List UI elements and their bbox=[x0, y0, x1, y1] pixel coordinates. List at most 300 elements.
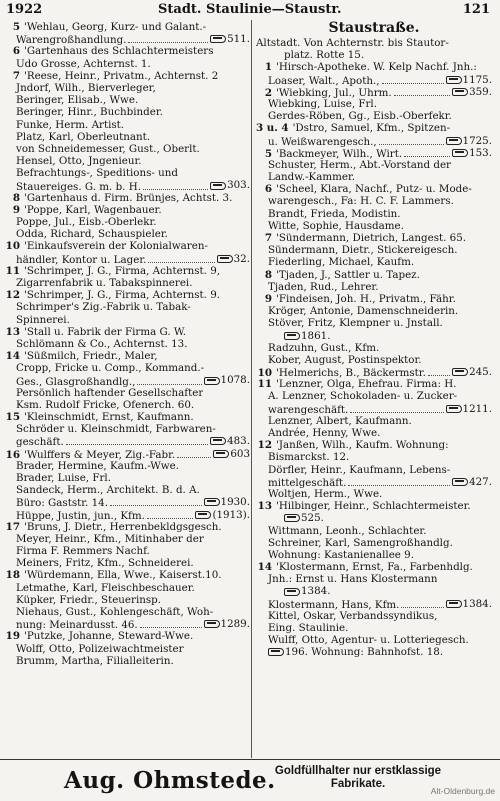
directory-entry-line bbox=[4, 45, 250, 57]
directory-entry-line bbox=[256, 403, 492, 415]
telephone-number bbox=[204, 374, 250, 386]
entry-text: Spinnerei. bbox=[16, 313, 70, 326]
entry-text: Klostermann, Hans, Kfm. bbox=[268, 598, 400, 610]
entry-text: Persönlich haftender Gesellschafter bbox=[16, 386, 204, 399]
directory-entry-line bbox=[4, 557, 250, 569]
directory-entry-line bbox=[256, 488, 492, 500]
entry-text: Sündermann, Dietr., Stickereigesch. bbox=[268, 244, 458, 257]
entry-text: Funke, Herm. Artist. bbox=[16, 118, 125, 131]
directory-entry-line bbox=[256, 244, 492, 256]
house-number: 5 bbox=[12, 21, 20, 33]
entry-text: 'Helmerichs, B., Bäckermstr. bbox=[276, 367, 426, 379]
entry-text: Büro: Gaststr. 14. bbox=[16, 497, 108, 509]
house-number: 6 bbox=[12, 45, 20, 58]
entry-text: Kittel, Oskar, Verbandssyndikus, bbox=[268, 609, 438, 622]
directory-entry-line bbox=[256, 622, 492, 634]
directory-entry-line bbox=[4, 655, 250, 667]
telephone-icon bbox=[204, 498, 220, 506]
directory-entry-line bbox=[256, 366, 492, 378]
entry-text: Stöver, Fritz, Klempner u. Jnstall. bbox=[268, 317, 443, 330]
telephone-icon bbox=[204, 377, 220, 385]
directory-entry-line bbox=[4, 192, 250, 204]
directory-entry-line bbox=[4, 423, 250, 435]
telephone-number bbox=[284, 330, 330, 342]
entry-text: mittelgeschäft. bbox=[268, 476, 347, 488]
entry-text: Firma F. Remmers Nachf. bbox=[16, 545, 150, 558]
entry-text: Cropp, Fricke u. Comp., Kommand.- bbox=[16, 362, 205, 375]
directory-entry-line bbox=[256, 256, 492, 268]
directory-entry-line bbox=[256, 415, 492, 427]
telephone-number bbox=[446, 598, 492, 610]
advertiser-brand: Aug. Ohmstede. bbox=[64, 767, 276, 794]
dot-leader bbox=[137, 384, 201, 385]
telephone-icon bbox=[284, 514, 300, 522]
entry-text: Tjaden, Rud., Lehrer. bbox=[268, 280, 379, 293]
directory-entry-line bbox=[256, 634, 492, 646]
directory-entry-line bbox=[256, 342, 492, 354]
entry-text: Brumm, Martha, Filialleiterin. bbox=[16, 654, 174, 667]
entry-text: Schreiner, Karl, Samengroßhandlg. bbox=[268, 536, 453, 549]
house-number: 12 bbox=[5, 289, 20, 302]
directory-entry-line bbox=[256, 378, 492, 390]
house-number: 13 bbox=[5, 325, 20, 338]
telephone-icon bbox=[452, 149, 468, 157]
directory-entry-line bbox=[4, 594, 250, 606]
directory-entry-line bbox=[256, 439, 492, 451]
directory-entry-line bbox=[4, 460, 250, 472]
entry-text: 'Wiebking, Jul., Uhrm. bbox=[276, 86, 392, 98]
dot-leader bbox=[128, 42, 208, 43]
telephone-number-text: 511. bbox=[227, 33, 250, 46]
house-number: 6 bbox=[264, 183, 272, 196]
telephone-number bbox=[210, 179, 250, 191]
telephone-number bbox=[213, 448, 250, 460]
directory-entry-line bbox=[256, 195, 492, 207]
entry-text: Loaser, Walt., Apoth., bbox=[268, 74, 380, 86]
house-number: 16 bbox=[5, 448, 20, 460]
telephone-number-text: 1078. bbox=[220, 374, 250, 387]
entry-text: 'Backmeyer, Wilh., Wirt. bbox=[276, 147, 403, 159]
entry-text: Platz, Karl, Oberleutnant. bbox=[16, 130, 151, 143]
telephone-icon bbox=[446, 137, 462, 145]
entry-text: Witte, Sophie, Hausdame. bbox=[268, 219, 404, 232]
house-number: 2 bbox=[264, 86, 272, 98]
house-number: 1 bbox=[264, 61, 272, 74]
directory-entry-line bbox=[4, 253, 250, 265]
entry-text: Brader, Luise, Frl. bbox=[16, 471, 111, 484]
directory-entry-line bbox=[4, 301, 250, 313]
telephone-icon bbox=[268, 648, 284, 656]
dot-leader bbox=[348, 485, 450, 486]
house-number: 13 bbox=[257, 500, 272, 513]
telephone-number bbox=[446, 135, 492, 147]
directory-entry-line bbox=[256, 135, 492, 147]
directory-entry-line bbox=[4, 277, 250, 289]
entry-text: Sandeck, Herm., Architekt. B. d. A. bbox=[16, 484, 200, 497]
telephone-number bbox=[210, 435, 250, 447]
directory-entry-line bbox=[256, 476, 492, 488]
telephone-icon bbox=[195, 511, 211, 519]
dot-leader bbox=[401, 607, 443, 608]
dot-leader bbox=[404, 156, 450, 157]
directory-entry-line bbox=[4, 204, 250, 216]
dot-leader bbox=[379, 144, 444, 145]
house-number: 11 bbox=[5, 264, 20, 277]
entry-text: Wolff, Otto, Polizeiwachtmeister bbox=[16, 642, 184, 655]
house-number: 15 bbox=[5, 411, 20, 423]
entry-text: Kröger, Antonie, Damenschneiderin. bbox=[268, 305, 459, 318]
house-number: 10 bbox=[257, 367, 272, 379]
page-number: 121 bbox=[462, 2, 490, 17]
entry-text: 'Wulffers & Meyer, Zig.-Fabr. bbox=[24, 448, 176, 460]
directory-entry-line bbox=[256, 74, 492, 86]
directory-entry-line bbox=[256, 159, 492, 171]
directory-entry-line bbox=[4, 569, 250, 581]
entry-text: Letmathe, Karl, Fleischbeschauer. bbox=[16, 581, 195, 594]
entry-text: Wohnung: Kastanienallee 9. bbox=[268, 548, 414, 561]
entry-text: Meyer, Heinr., Kfm., Mitinhaber der bbox=[16, 532, 204, 545]
telephone-number bbox=[204, 496, 250, 508]
entry-text: 'Einkaufsverein der Kolonialwaren- bbox=[24, 240, 208, 253]
directory-entry-line bbox=[256, 390, 492, 402]
dot-leader bbox=[428, 375, 450, 376]
footer-advertisement bbox=[0, 759, 500, 801]
directory-entry-line bbox=[256, 646, 492, 658]
directory-entry-line bbox=[4, 58, 250, 70]
directory-entry-line bbox=[4, 643, 250, 655]
directory-entry-line bbox=[256, 354, 492, 366]
house-number: 3 u. 4 bbox=[256, 122, 289, 135]
directory-entry-line bbox=[4, 496, 250, 508]
directory-entry-line bbox=[4, 484, 250, 496]
entry-text: 'Süßmilch, Friedr., Maler, bbox=[24, 350, 158, 363]
entry-text: Schuster, Herm., Abt.-Vorstand der bbox=[268, 158, 451, 171]
telephone-number bbox=[268, 646, 443, 658]
house-number: 18 bbox=[5, 569, 20, 582]
entry-text: 'Reese, Heinr., Privatm., Achternst. 2 bbox=[24, 69, 219, 82]
directory-entry-line bbox=[256, 269, 492, 281]
telephone-icon bbox=[452, 478, 468, 486]
entry-text: Brader, Hermine, Kaufm.-Wwe. bbox=[16, 459, 179, 472]
entry-text: platz. Rotte 15. bbox=[284, 49, 365, 62]
directory-entry-line bbox=[256, 147, 492, 159]
house-number: 7 bbox=[264, 232, 272, 244]
house-number: 5 bbox=[264, 147, 272, 159]
dot-leader bbox=[382, 83, 444, 84]
directory-entry-line bbox=[4, 630, 250, 642]
directory-entry-line bbox=[4, 167, 250, 179]
entry-text: 'Kleinschmidt, Ernst, Kaufmann. bbox=[24, 411, 194, 423]
entry-text: nung: Meinardusst. 46. bbox=[16, 619, 138, 631]
entry-text: 'Putzke, Johanne, Steward-Wwe. bbox=[24, 630, 194, 643]
directory-entry-line bbox=[256, 61, 492, 73]
telephone-icon bbox=[452, 368, 468, 376]
directory-entry-line bbox=[4, 448, 250, 460]
directory-entry-line bbox=[256, 49, 492, 61]
telephone-number bbox=[452, 476, 492, 488]
entry-text: Udo Grosse, Achternst. 1. bbox=[16, 57, 151, 70]
dot-leader bbox=[394, 95, 450, 96]
telephone-number bbox=[284, 512, 324, 524]
entry-text: Altstadt. Von Achternstr. bis Stautor- bbox=[256, 37, 449, 49]
directory-entry-line bbox=[256, 537, 492, 549]
entry-text: Meiners, Fritz, Kfm., Schneiderei. bbox=[16, 557, 194, 570]
entry-text: Warengroßhandlung. bbox=[16, 34, 127, 46]
telephone-number-text: 1930. bbox=[220, 496, 250, 509]
telephone-icon bbox=[210, 35, 226, 43]
telephone-number-text: (1913). bbox=[212, 508, 250, 521]
telephone-number bbox=[452, 366, 492, 378]
entry-text: Fiederling, Michael, Kaufm. bbox=[268, 256, 415, 269]
entry-text: 'Hirsch-Apotheke. W. Kelp Nachf. Jnh.: bbox=[276, 61, 477, 74]
directory-entry-line bbox=[4, 106, 250, 118]
telephone-number bbox=[204, 618, 250, 630]
year: 1922 bbox=[6, 2, 43, 17]
entry-text: händler, Kontor u. Lager. bbox=[16, 253, 147, 265]
directory-entry-line bbox=[4, 472, 250, 484]
entry-text: 'Schrimper, J. G., Firma, Achternst. 9. bbox=[24, 289, 221, 302]
entry-text: u. Weißwarengesch., bbox=[268, 135, 377, 147]
telephone-number-text: 196. Wohnung: Bahnhofst. 18. bbox=[285, 646, 444, 659]
entry-text: 'Scheel, Klara, Nachf., Putz- u. Mode- bbox=[276, 183, 472, 196]
directory-entry-line bbox=[4, 399, 250, 411]
directory-entry-line bbox=[4, 131, 250, 143]
directory-entry-line bbox=[256, 220, 492, 232]
entry-text: Schlömann & Co., Achternst. 13. bbox=[16, 337, 188, 350]
directory-entry-line bbox=[4, 216, 250, 228]
house-number: 14 bbox=[257, 561, 272, 574]
telephone-number bbox=[284, 585, 330, 597]
right-column-entries bbox=[256, 37, 492, 659]
telephone-number-text: 525. bbox=[301, 512, 324, 525]
entry-text: Ges., Glasgroßhandlg., bbox=[16, 375, 136, 387]
entry-text: Beringer, Elisab., Wwe. bbox=[16, 94, 139, 107]
house-number: 12 bbox=[257, 439, 272, 452]
entry-text: Hensel, Otto, Jngenieur. bbox=[16, 155, 142, 168]
directory-entry-line bbox=[4, 265, 250, 277]
entry-text: Hüppe, Justin, jun., Kfm. bbox=[16, 509, 145, 521]
entry-text: 'Klostermann, Ernst, Fa., Farbenhdlg. bbox=[276, 561, 473, 574]
entry-text: 'Poppe, Karl, Wagenbauer. bbox=[24, 203, 162, 216]
directory-entry-line bbox=[4, 119, 250, 131]
directory-entry-line bbox=[4, 582, 250, 594]
house-number: 8 bbox=[264, 268, 272, 281]
entry-text: Dörfler, Heinr., Kaufmann, Lebens- bbox=[268, 463, 451, 476]
directory-entry-line bbox=[4, 314, 250, 326]
right-column bbox=[256, 21, 492, 758]
directory-entry-line bbox=[256, 525, 492, 537]
entry-text: Beringer, Hinr., Buchbinder. bbox=[16, 106, 163, 119]
directory-entry-line bbox=[4, 533, 250, 545]
directory-entry-line bbox=[4, 350, 250, 362]
directory-entry-line bbox=[256, 561, 492, 573]
telephone-number-text: 1175. bbox=[462, 73, 492, 86]
directory-entry-line bbox=[256, 293, 492, 305]
watermark: Alt-Oldenburg.de bbox=[430, 786, 495, 796]
directory-entry-line bbox=[256, 305, 492, 317]
directory-entry-line bbox=[256, 37, 492, 49]
directory-entry-line bbox=[256, 598, 492, 610]
directory-entry-line bbox=[4, 411, 250, 423]
entry-text: 'Gartenhaus d. Firm. Brünjes, Achtst. 3. bbox=[24, 191, 233, 204]
directory-entry-line bbox=[256, 232, 492, 244]
house-number: 11 bbox=[257, 378, 272, 391]
directory-entry-line bbox=[4, 521, 250, 533]
telephone-number-text: 1211. bbox=[462, 402, 492, 415]
entry-text: 'Sündermann, Dietrich, Langest. 65. bbox=[276, 232, 467, 244]
entry-text: Wulff, Otto, Agentur- u. Lotteriegesch. bbox=[268, 634, 469, 647]
telephone-icon bbox=[210, 437, 226, 445]
entry-text: Radzuhn, Gust., Kfm. bbox=[268, 341, 380, 354]
telephone-number bbox=[446, 403, 492, 415]
directory-entry-line bbox=[256, 110, 492, 122]
entry-text: Wittmann, Leonh., Schlachter. bbox=[268, 524, 427, 537]
entry-text: Lenzner, Albert, Kaufmann. bbox=[268, 414, 412, 427]
telephone-number-text: 1384. bbox=[301, 585, 331, 598]
entry-text: 'Tjaden, J., Sattler u. Tapez. bbox=[276, 268, 420, 281]
telephone-icon bbox=[446, 76, 462, 84]
entry-text: 'Findeisen, Joh. H., Privatm., Fähr. bbox=[276, 292, 456, 305]
entry-text: Wiebking, Luise, Frl. bbox=[268, 97, 378, 110]
entry-text: Ksm. Rudolf Fricke, Ofenerch. 60. bbox=[16, 398, 195, 411]
directory-entry-line bbox=[256, 451, 492, 463]
entry-text: Eing. Staulinie. bbox=[268, 622, 349, 634]
telephone-number bbox=[217, 253, 250, 265]
directory-entry-line bbox=[4, 387, 250, 399]
dot-leader bbox=[177, 457, 211, 458]
entry-text: Poppe, Jul., Eisb.-Oberlekr. bbox=[16, 216, 157, 228]
directory-entry-line bbox=[4, 289, 250, 301]
entry-text: Zigarrenfabrik u. Tabakspinnerei. bbox=[16, 276, 193, 289]
entry-text: Schrimper's Zig.-Fabrik u. Tabak- bbox=[16, 301, 191, 314]
dot-leader bbox=[148, 262, 214, 263]
entry-text: Jnh.: Ernst u. Hans Klostermann bbox=[268, 573, 438, 586]
entry-text: 'Wehlau, Georg, Kurz- und Galant.- bbox=[24, 21, 207, 33]
entry-text: Kober, August, Postinspektor. bbox=[268, 353, 422, 366]
directory-entry-line bbox=[256, 610, 492, 622]
entry-text: Niehaus, Gust., Kohlengeschäft, Woh- bbox=[16, 606, 214, 618]
telephone-number-text: 153. bbox=[469, 146, 492, 159]
telephone-number-text: 1289. bbox=[220, 618, 250, 631]
directory-entry-line bbox=[4, 21, 250, 33]
telephone-icon bbox=[284, 588, 300, 596]
entry-text: Woltjen, Herm., Wwe. bbox=[268, 487, 383, 500]
telephone-number bbox=[210, 33, 250, 45]
directory-entry-line bbox=[256, 208, 492, 220]
house-number: 19 bbox=[5, 630, 20, 643]
entry-text: Schröder u. Kleinschmidt, Farbwaren- bbox=[16, 423, 216, 436]
house-number: 7 bbox=[12, 69, 20, 82]
directory-entry-line bbox=[256, 585, 492, 597]
entry-text: 'Bruns, J. Dietr., Herrenbekldgsgesch. bbox=[24, 520, 222, 533]
entry-text: 'Stall u. Fabrik der Firma G. W. bbox=[24, 325, 186, 338]
entry-text: Brandt, Frieda, Modistin. bbox=[268, 207, 401, 220]
slogan-line: Fabrikate. bbox=[330, 778, 386, 790]
slogan-line: Goldfüllhalter nur erstklassige bbox=[274, 765, 442, 777]
telephone-icon bbox=[204, 620, 220, 628]
column-divider bbox=[251, 20, 252, 758]
telephone-number-text: 1725. bbox=[462, 134, 492, 147]
entry-text: Andrée, Henny, Wwe. bbox=[268, 427, 381, 439]
dot-leader bbox=[147, 518, 194, 519]
entry-text: A. Lenzner, Schokoladen- u. Zucker- bbox=[268, 390, 458, 403]
directory-entry-line bbox=[256, 464, 492, 476]
house-number: 8 bbox=[12, 191, 20, 204]
telephone-number bbox=[452, 147, 492, 159]
directory-entry-line bbox=[4, 240, 250, 252]
dot-leader bbox=[350, 412, 443, 413]
entry-text: 'Gartenhaus des Schlachtermeisters bbox=[24, 45, 214, 58]
directory-entry-line bbox=[256, 183, 492, 195]
directory-entry-line bbox=[256, 573, 492, 585]
entry-text: von Schneidemesser, Gust., Oberlt. bbox=[16, 142, 200, 155]
directory-entry-line bbox=[4, 338, 250, 350]
house-number: 9 bbox=[12, 203, 20, 216]
entry-text: 'Dstro, Samuel, Kfm., Spitzen- bbox=[292, 122, 451, 135]
telephone-icon bbox=[446, 405, 462, 413]
directory-entry-line bbox=[4, 618, 250, 630]
telephone-icon bbox=[284, 332, 300, 340]
running-header bbox=[0, 0, 500, 20]
telephone-icon bbox=[210, 182, 226, 190]
telephone-number bbox=[195, 509, 250, 521]
dot-leader bbox=[143, 189, 208, 190]
entry-text: 'Lenzner, Olga, Ehefrau. Firma: H. bbox=[276, 378, 457, 391]
directory-entry-line bbox=[4, 179, 250, 191]
telephone-icon bbox=[213, 450, 229, 458]
telephone-number-text: 359. bbox=[469, 85, 492, 98]
telephone-icon bbox=[217, 255, 233, 263]
dot-leader bbox=[66, 444, 208, 445]
directory-entry-line bbox=[4, 435, 250, 447]
telephone-number-text: 1861. bbox=[301, 329, 331, 342]
entry-text: 'Würdemann, Ella, Wwe., Kaiserst.10. bbox=[24, 569, 222, 582]
directory-entry-line bbox=[256, 122, 492, 134]
telephone-number-text: 603 bbox=[230, 447, 250, 460]
telephone-number-text: 1384. bbox=[462, 597, 492, 610]
entry-text: geschäft. bbox=[16, 436, 64, 448]
house-number: 9 bbox=[264, 292, 272, 305]
house-number: 17 bbox=[5, 520, 20, 533]
directory-entry-line bbox=[256, 171, 492, 183]
entry-text: Gerdes-Röben, Gg., Eisb.-Oberfekr. bbox=[268, 110, 452, 123]
directory-entry-line bbox=[4, 509, 250, 521]
entry-text: Befrachtungs-, Speditions- und bbox=[16, 167, 179, 180]
directory-entry-line bbox=[4, 228, 250, 240]
entry-text: 'Hilbinger, Heinr., Schlachtermeister. bbox=[276, 500, 471, 513]
running-title: Stadt. Staulinie—Staustr. bbox=[158, 2, 342, 17]
directory-entry-line bbox=[256, 549, 492, 561]
directory-entry-line bbox=[256, 98, 492, 110]
telephone-icon bbox=[452, 88, 468, 96]
telephone-number-text: 303. bbox=[227, 179, 250, 192]
entry-text: 'Schrimper, J. G., Firma, Achternst. 9, bbox=[24, 264, 221, 277]
telephone-number bbox=[446, 74, 492, 86]
directory-entry-line bbox=[4, 70, 250, 82]
telephone-icon bbox=[446, 600, 462, 608]
telephone-number-text: 427. bbox=[469, 475, 492, 488]
entry-text: Küpker, Friedr., Steuerinsp. bbox=[16, 593, 162, 606]
entry-text: Odda, Richard, Schauspieler. bbox=[16, 228, 168, 241]
directory-entry-line bbox=[256, 512, 492, 524]
telephone-number-text: 245. bbox=[469, 366, 492, 379]
entry-text: Jndorf, Wilh., Bierverleger, bbox=[16, 81, 156, 94]
entry-text: warengesch., Fa: H. C. F. Lammers. bbox=[268, 195, 454, 208]
directory-entry-line bbox=[256, 317, 492, 329]
dot-leader bbox=[140, 627, 202, 628]
directory-entry-line bbox=[4, 82, 250, 94]
directory-entry-line bbox=[256, 330, 492, 342]
